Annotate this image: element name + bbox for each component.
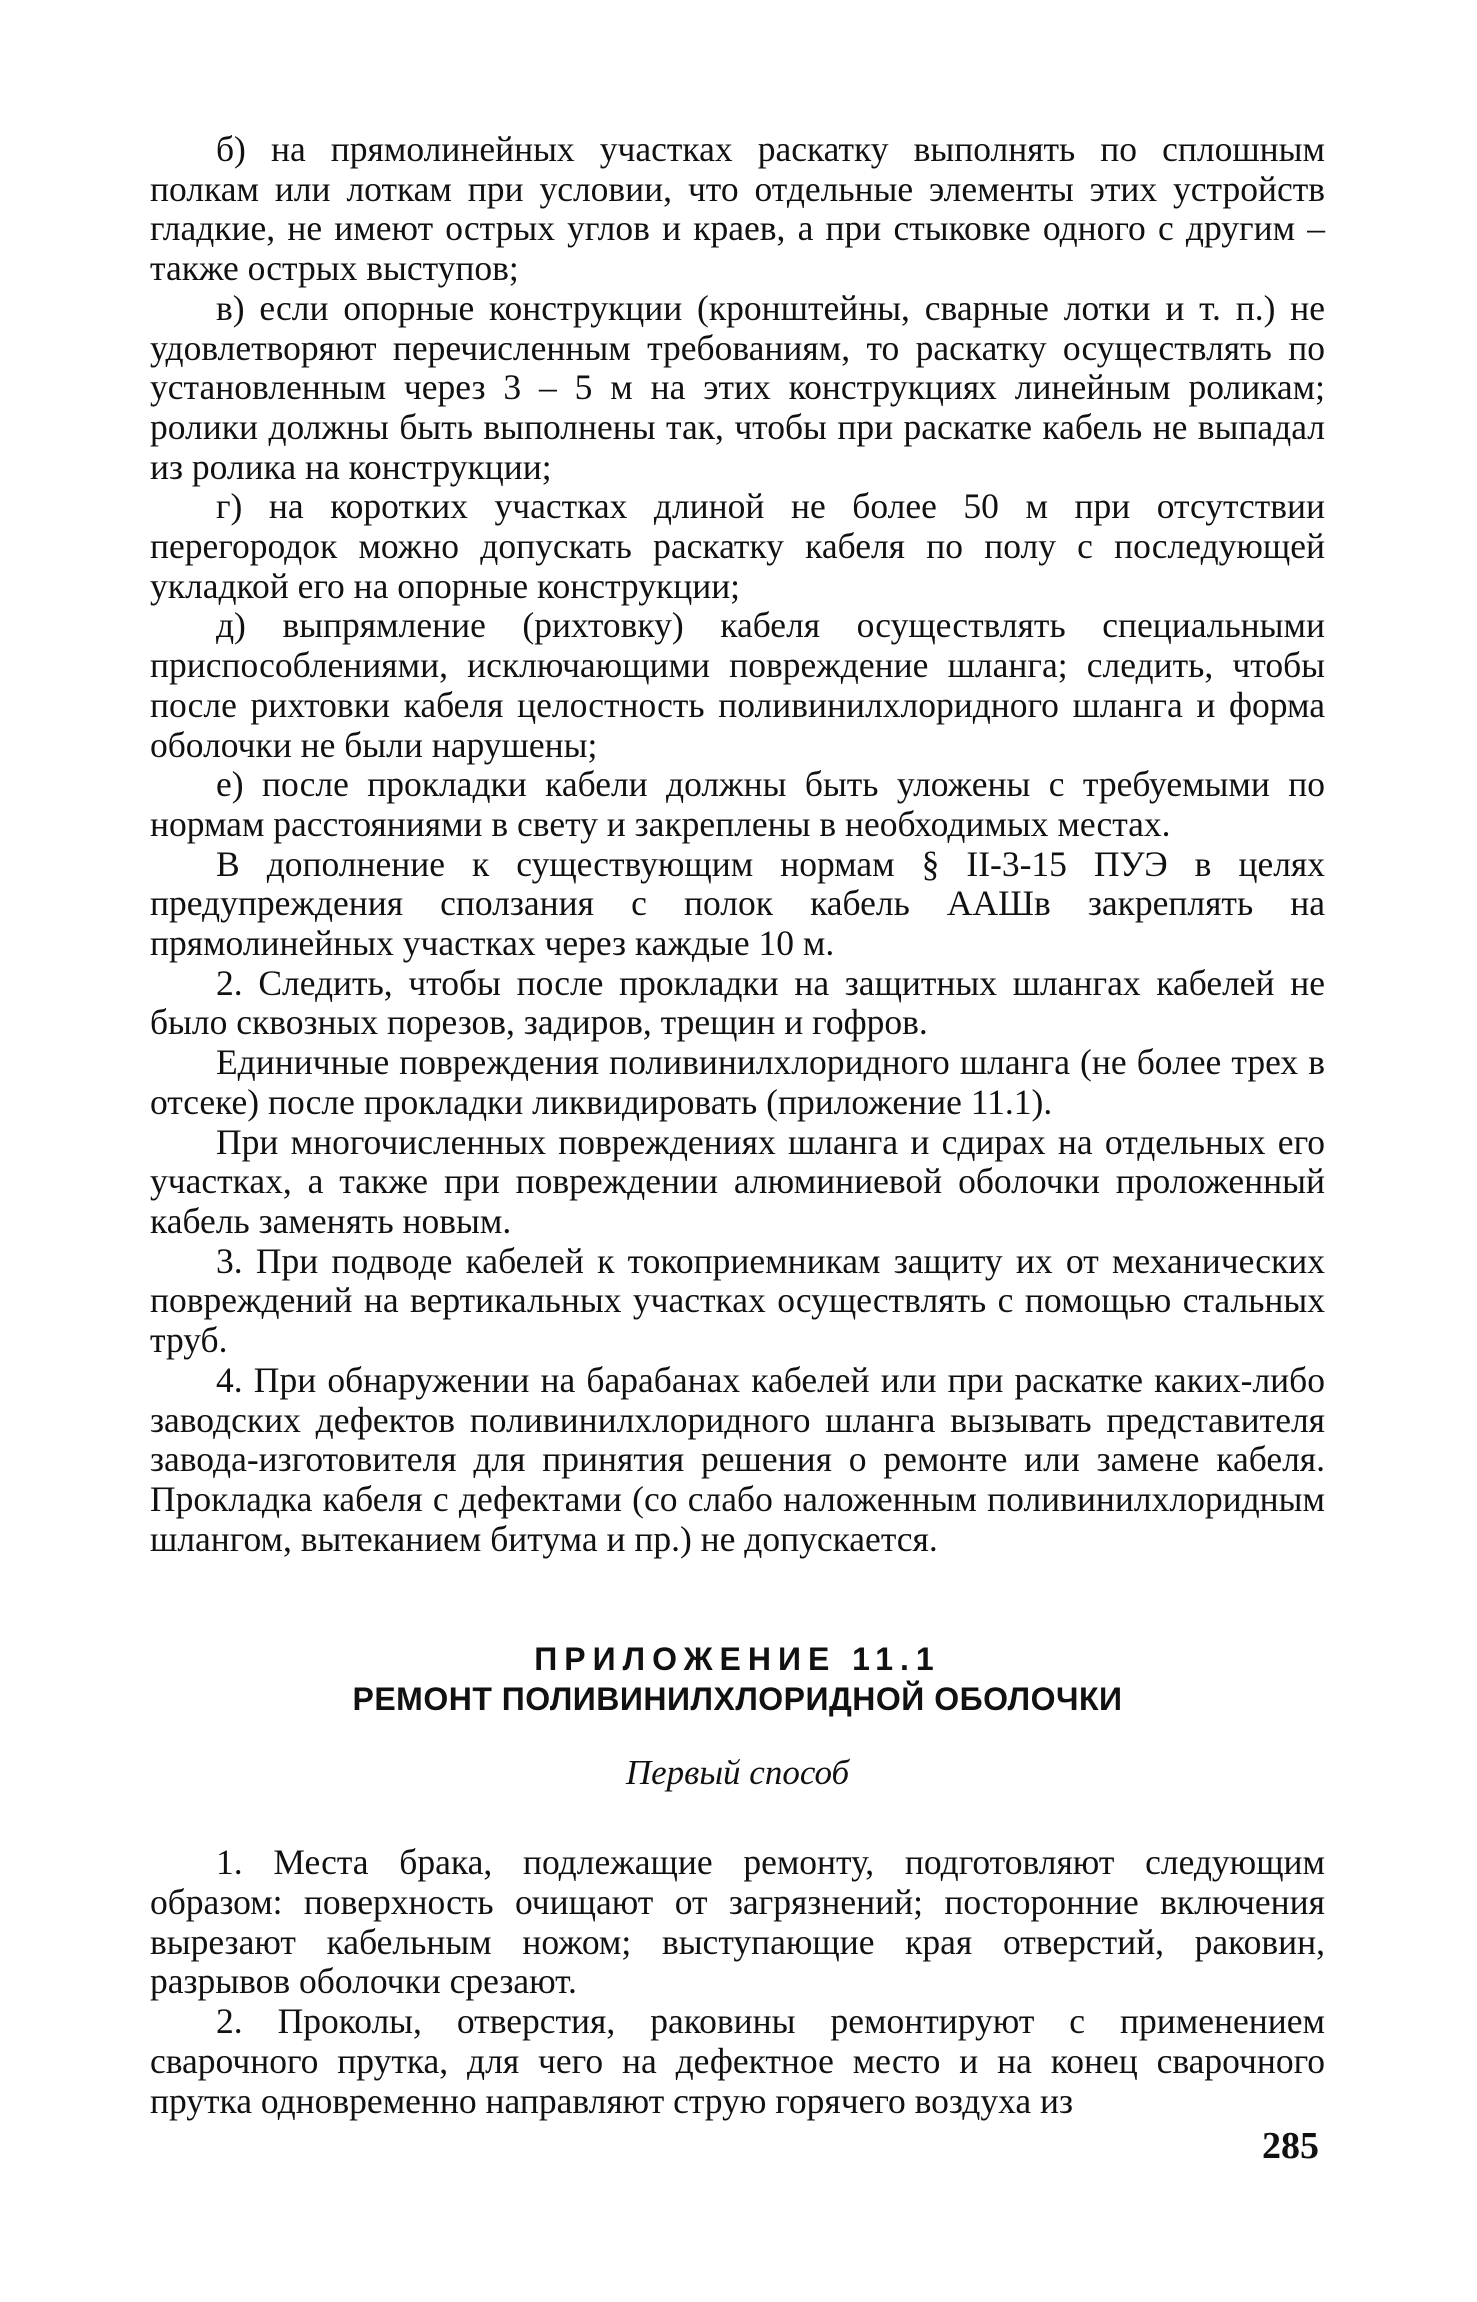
paragraph-v: в) если опорные конструкции (кронштейны, сварные лотки и т. п.) не удовлетворяют перечисленным требованиям, то раскатку осуществлять по установленным через 3 – 5 м на этих конструкциях линейным роликам; ролики должны быть выполнены так, чтобы при раскатке кабель не выпадал из ролика на конструкции; [150,287,1325,487]
page-number: 285 [1262,2125,1319,2167]
paragraph-e: е) после прокладки кабели должны быть уложены с требуемыми по нормам расстояниями в свету и закреплены в необходимых местах. [150,764,1325,844]
page-body [150,130,1325,2121]
paragraph-addition: В дополнение к существующим нормам § II-3-15 ПУЭ в целях предупреждения сползания с полок кабель ААШв закреплять на прямолинейных участках через каждые 10 м. [150,843,1325,964]
appendix-heading [150,1639,1325,1793]
paragraph-repair-1: 1. Места брака, подлежащие ремонту, подготовляют следующим образом: поверхность очищают от загрязнений; посторонние включения вырезают кабельным ножом; выступающие края отверстий, раковин, разрывов оболочки срезают. [150,1842,1325,2002]
paragraph-multiple-damage: При многочисленных повреждениях шланга и сдирах на отдельных его участках, а также при повреждении алюминиевой оболочки проложенный кабель заменять новым. [150,1121,1325,1241]
paragraph-g: г) на коротких участках длиной не более 50 м при отсутствии перегородок можно допускать раскатку кабеля по полу с последующей укладкой его на опорные конструкции; [150,486,1325,606]
paragraph-item-3: 3. При подводе кабелей к токоприемникам защиту их от механических повреждений на вертикальных участках осуществлять с помощью стальных труб. [150,1240,1325,1361]
paragraph-item-2: 2. Следить, чтобы после прокладки на защитных шлангах кабелей не было сквозных порезов, задиров, трещин и гофров. [150,962,1325,1043]
paragraph-repair-2: 2. Проколы, отверстия, раковины ремонтируют с применением сварочного прутка, для чего на дефектное место и на конец сварочного прутка одновременно направляют струю горячего воздуха из [150,2001,1325,2121]
appendix-title: ПРИЛОЖЕНИЕ 11.1 [534,1641,941,1678]
paragraph-d: д) выпрямление (рихтовку) кабеля осуществлять специальными приспособлениями, исключающими повреждение шланга; следить, чтобы после рихтовки кабеля целостность поливинилхлоридного шланга и форма оболочки не были нарушены; [150,605,1325,765]
paragraph-item-4: 4. При обнаружении на барабанах кабелей или при раскатке каких-либо заводских дефектов поливинилхлоридного шланга вызывать представителя завода-изготовителя для принятия решения о ремонте или замене кабеля. Прокладка кабеля с дефектами (со слабо наложенным поливинилхлоридным шлангом, вытеканием битума и пр.) не допускается. [150,1359,1325,1559]
paragraph-single-damage: Единичные повреждения поливинилхлоридного шланга (не более трех в отсеке) после прокладки ликвидировать (приложение 11.1). [150,1042,1325,1122]
method-heading: Первый способ [625,1753,850,1793]
paragraph-b: б) на прямолинейных участках раскатку выполнять по сплошным полкам или лоткам при условии, что отдельные элементы этих устройств гладкие, не имеют острых углов и краев, а при стыковке одного с другим – также острых выступов; [150,129,1325,289]
appendix-subtitle: РЕМОНТ ПОЛИВИНИЛХЛОРИДНОЙ ОБОЛОЧКИ [352,1681,1123,1718]
